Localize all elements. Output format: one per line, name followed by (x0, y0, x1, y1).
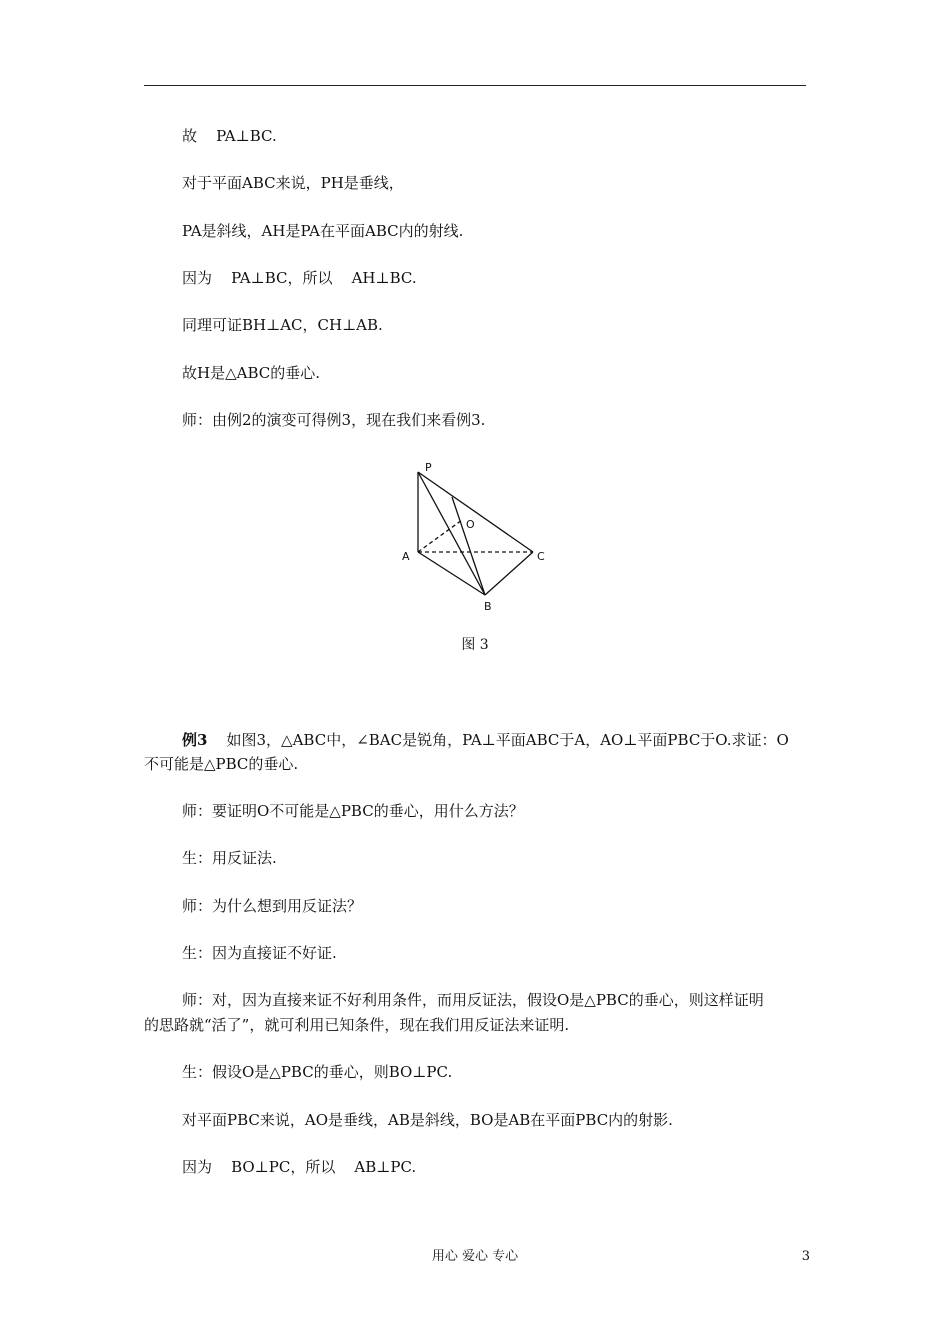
footer-slogan: 用心 爱心 专心 (431, 1249, 519, 1264)
text-line: 故 PA⊥BC. (182, 127, 277, 145)
dialogue-line: 因为 BO⊥PC，所以 AB⊥PC. (182, 1158, 417, 1176)
dialogue-line: 生：假设O是△PBC的垂心，则BO⊥PC. (182, 1063, 453, 1081)
text-line: 对于平面ABC来说，PH是垂线， (182, 174, 404, 192)
dialogue-line: 生：用反证法. (182, 849, 277, 867)
example-text: 如图3，△ABC中，∠BAC是锐角，PA⊥平面ABC于A，AO⊥平面PBC于O.求证：O (207, 731, 789, 749)
text-line: 因为 PA⊥BC，所以 AH⊥BC. (182, 269, 417, 287)
figure-3-diagram (390, 458, 560, 618)
dialogue-line: 对平面PBC来说，AO是垂线，AB是斜线，BO是AB在平面PBC内的射影. (182, 1111, 673, 1129)
example-label: 例3 (182, 731, 208, 749)
label-a: A (402, 550, 410, 563)
dialogue-line: 师：为什么想到用反证法？ (182, 897, 363, 915)
text-line: 同理可证BH⊥AC，CH⊥AB. (182, 316, 383, 334)
label-p: P (425, 461, 432, 474)
figure-caption: 图 3 (461, 637, 489, 653)
label-b: B (484, 600, 492, 613)
page-number: 3 (801, 1249, 810, 1264)
edge-pb (418, 472, 485, 595)
edge-ab (418, 552, 485, 595)
dialogue-line: 生：因为直接证不好证. (182, 944, 337, 962)
label-o: O (466, 518, 475, 531)
dialogue-line: 师：对，因为直接来证不好利用条件，而用反证法，假设O是△PBC的垂心，则这样证明 (182, 991, 764, 1009)
example-3-continuation: 不可能是△PBC的垂心. (144, 755, 299, 773)
edge-b-to-pc (452, 497, 485, 595)
dialogue-line: 师：要证明O不可能是△PBC的垂心，用什么方法？ (182, 802, 524, 820)
header-rule (144, 85, 806, 86)
example-3-line (182, 730, 789, 750)
edge-bc (485, 552, 533, 595)
text-line: 师：由例2的演变可得例3，现在我们来看例3. (182, 411, 486, 429)
edge-ao-hidden (418, 520, 462, 552)
text-line: PA是斜线，AH是PA在平面ABC内的射线. (182, 222, 464, 240)
text-line: 故H是△ABC的垂心. (182, 364, 320, 382)
dialogue-continuation: 的思路就“活了”，就可利用已知条件，现在我们用反证法来证明. (144, 1016, 570, 1034)
label-c: C (537, 550, 545, 563)
